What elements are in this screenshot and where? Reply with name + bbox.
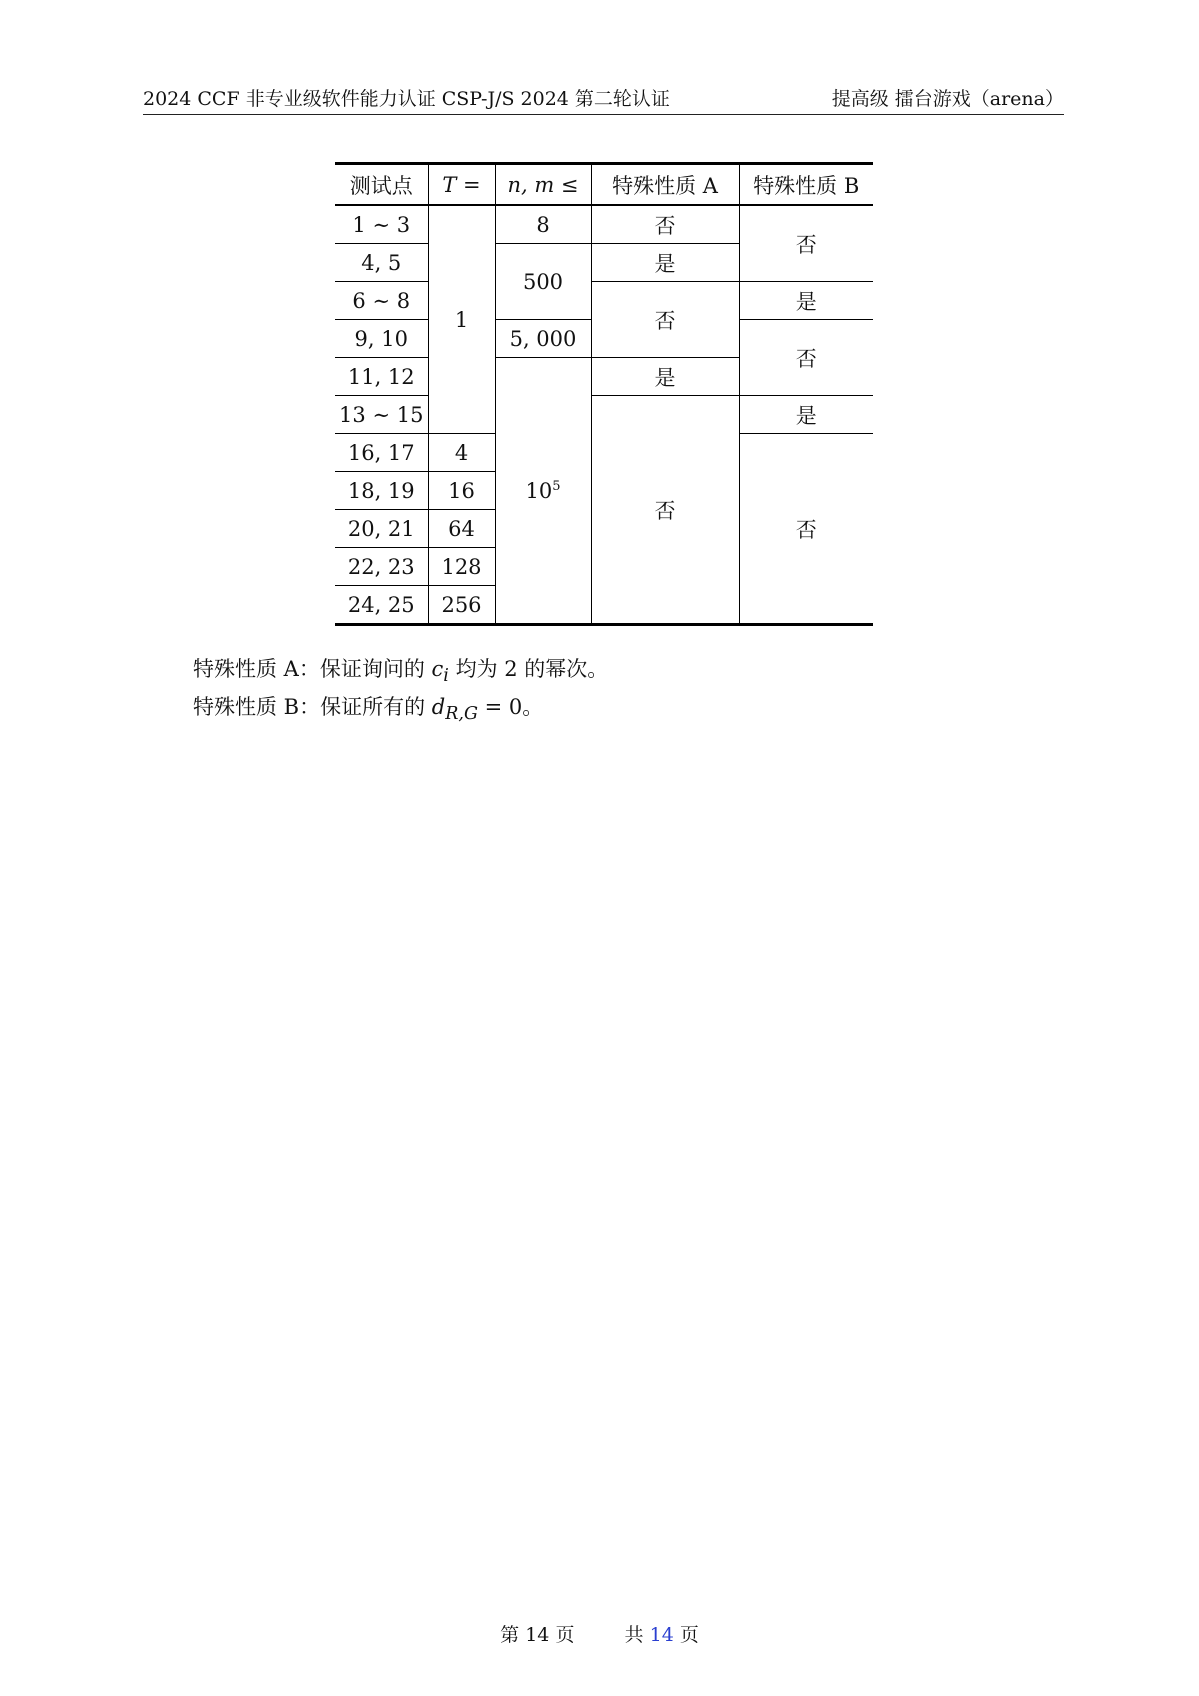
- nm-cell: 500: [495, 244, 591, 320]
- t-cell: 4: [428, 434, 495, 472]
- header-test-point: 测试点: [335, 164, 428, 206]
- test-cell: 6 ∼ 8: [335, 282, 428, 320]
- test-cell: 22, 23: [335, 548, 428, 586]
- page-label-post: 页: [555, 1624, 575, 1646]
- page-header: [143, 84, 1064, 115]
- prop-a-cell: 否: [591, 282, 739, 358]
- prop-a-cell: 是: [591, 244, 739, 282]
- page-footer: [0, 1620, 1199, 1647]
- prop-b-cell: 是: [739, 396, 873, 434]
- t-cell: 128: [428, 548, 495, 586]
- t-cell: 1: [428, 205, 495, 434]
- nm-cell: 5, 000: [495, 320, 591, 358]
- header-t: T =: [428, 164, 495, 206]
- header-nm: n, m ≤: [495, 164, 591, 206]
- table-row: [335, 282, 873, 320]
- prop-b-cell: 是: [739, 282, 873, 320]
- nm-power-base: 10: [525, 478, 553, 503]
- table-header-row: [335, 164, 873, 206]
- total-label-post: 页: [679, 1624, 699, 1646]
- note-b-suffix: = 0。: [477, 695, 544, 719]
- total-pages-link[interactable]: 14: [649, 1624, 674, 1646]
- total-label-pre: 共: [624, 1624, 644, 1646]
- test-data-table: [335, 162, 873, 626]
- page-number: 14: [525, 1624, 550, 1646]
- test-cell: 11, 12: [335, 358, 428, 396]
- t-cell: 64: [428, 510, 495, 548]
- nm-power-exp: 5: [552, 478, 561, 494]
- header-prop-a: 特殊性质 A: [591, 164, 739, 206]
- t-cell: 256: [428, 586, 495, 625]
- header-problem-name: 提高级 擂台游戏（arena）: [831, 88, 1064, 110]
- test-cell: 13 ∼ 15: [335, 396, 428, 434]
- test-cell: 9, 10: [335, 320, 428, 358]
- page-label-pre: 第: [500, 1624, 520, 1646]
- t-cell: 16: [428, 472, 495, 510]
- test-cell: 1 ∼ 3: [335, 205, 428, 244]
- test-cell: 4, 5: [335, 244, 428, 282]
- prop-b-cell: 否: [739, 205, 873, 282]
- test-cell: 24, 25: [335, 586, 428, 625]
- table-row: [335, 205, 873, 244]
- note-prop-a: [193, 650, 608, 688]
- test-cell: 20, 21: [335, 510, 428, 548]
- prop-a-cell: 是: [591, 358, 739, 396]
- table-row: [335, 396, 873, 434]
- prop-a-cell: 否: [591, 396, 739, 625]
- prop-b-cell: 否: [739, 320, 873, 396]
- note-b-sub: R,G: [445, 704, 478, 725]
- note-a-sub: i: [443, 666, 449, 687]
- note-a-suffix: 均为 2 的幂次。: [448, 657, 609, 681]
- note-b-prefix: 特殊性质 B：保证所有的: [193, 695, 432, 719]
- nm-cell: 8: [495, 205, 591, 244]
- test-cell: 18, 19: [335, 472, 428, 510]
- test-cell: 16, 17: [335, 434, 428, 472]
- prop-a-cell: 否: [591, 205, 739, 244]
- note-b-var: d: [431, 695, 446, 719]
- note-prop-b: [193, 688, 608, 726]
- note-a-var: c: [431, 657, 444, 681]
- header-prop-b: 特殊性质 B: [739, 164, 873, 206]
- notes: [193, 650, 608, 726]
- note-a-prefix: 特殊性质 A：保证询问的: [193, 657, 432, 681]
- prop-b-cell: 否: [739, 434, 873, 625]
- nm-cell: [495, 358, 591, 625]
- header-title: 2024 CCF 非专业级软件能力认证 CSP-J/S 2024 第二轮认证: [143, 88, 670, 110]
